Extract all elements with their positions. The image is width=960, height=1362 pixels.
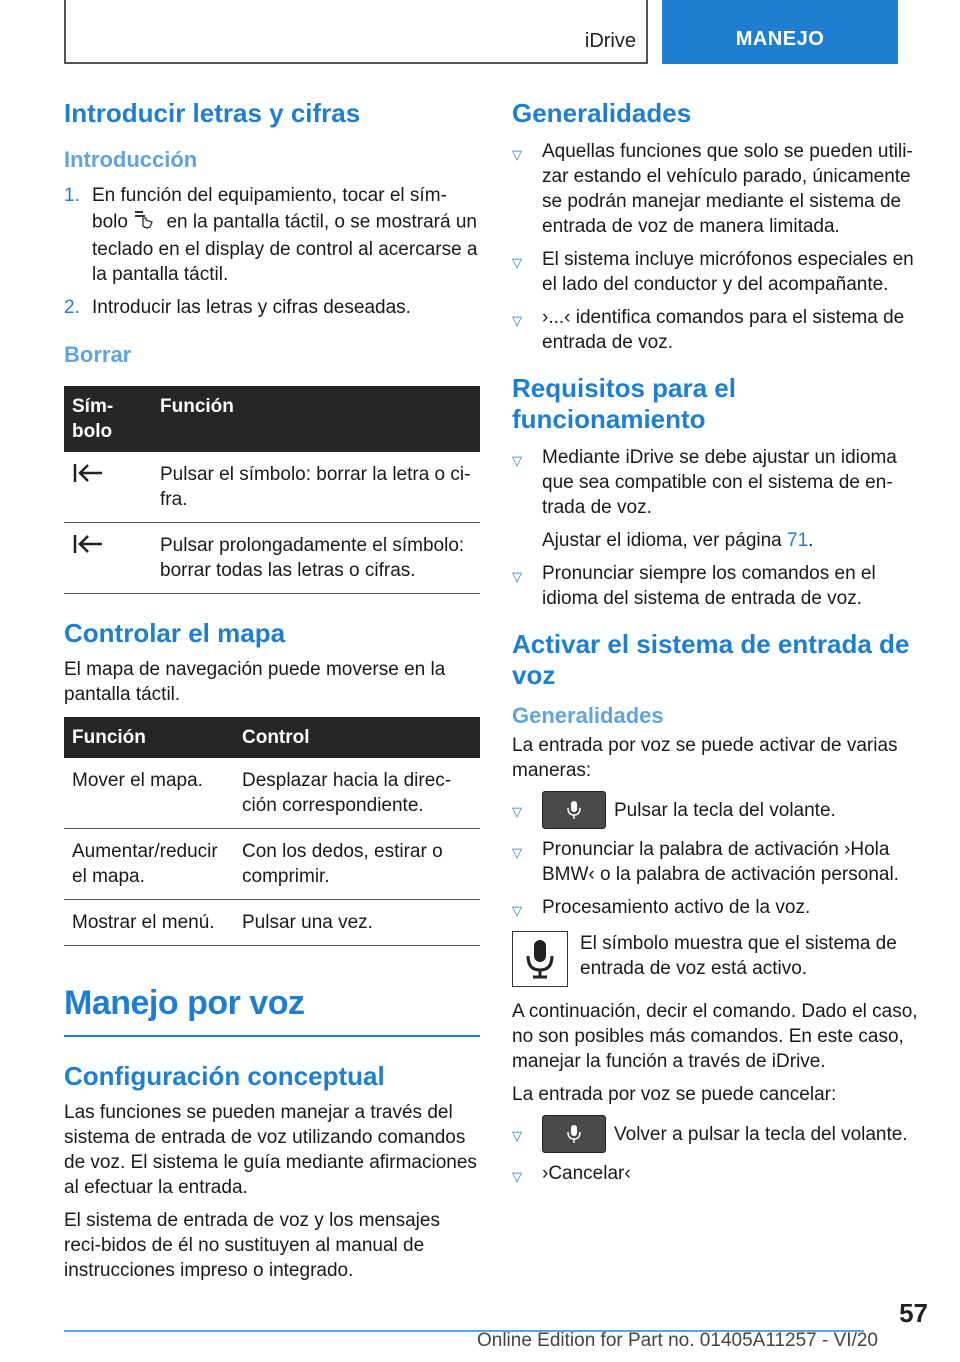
step-text-b: en la pantalla táctil, o se mostrará un teclado en el display de control al acercarse a la pantalla táctil.	[92, 211, 478, 285]
list-item	[512, 139, 922, 239]
heading-requisitos: Requisitos para el funcionamiento	[512, 373, 736, 434]
table-cell: Aumentar/reducir el mapa.	[64, 829, 234, 900]
triangle-bullet-icon: ▽	[512, 1128, 522, 1143]
step-text	[92, 183, 480, 287]
config-paragraph-2: El sistema de entrada de voz y los mensajes reci‐bidos de él no sustituyen al manual de instrucciones impreso o integrado.	[64, 1210, 440, 1281]
continuacion-paragraph: A continuación, decir el comando. Dado el caso, no son posibles más comandos. En este caso, manejar la función a través de iDrive.	[512, 1001, 918, 1072]
list-item-text: Aquellas funciones que solo se pueden utili‐zar estando el vehículo parado, únicamente se podrán manejar mediante el sistema de entrada de voz de manera limitada.	[542, 141, 913, 237]
heading-generalidades-2: Generalidades	[512, 703, 664, 728]
triangle-bullet-icon: ▽	[512, 903, 522, 918]
list-item	[512, 1161, 922, 1189]
mic-note-text: El símbolo muestra que el sistema de entrada de voz está activo.	[580, 933, 897, 979]
list-item	[512, 561, 922, 611]
triangle-bullet-icon: ▽	[512, 453, 522, 468]
list-item	[512, 837, 922, 887]
list-item	[64, 295, 480, 320]
triangle-bullet-icon: ▽	[512, 804, 522, 819]
list-item-text: Volver a pulsar la tecla del volante.	[614, 1123, 908, 1145]
steering-voice-key-icon	[542, 1115, 606, 1153]
table-row	[64, 452, 480, 523]
borrar-table	[64, 386, 480, 594]
heading-activar: Activar el sistema de entrada de voz	[512, 629, 910, 690]
list-item-text: ›Cancelar‹	[542, 1163, 631, 1184]
left-column	[64, 98, 480, 1291]
header-chapter-tab[interactable]: MANEJO	[662, 0, 898, 64]
table-cell: Pulsar prolongadamente el símbolo: borrar todas las letras o cifras.	[152, 523, 480, 594]
heading-generalidades: Generalidades	[512, 98, 692, 128]
step-text-a: En función del equipamiento, tocar el sím‐bolo	[92, 185, 447, 233]
table-header-control: Control	[234, 717, 480, 758]
table-cell: Desplazar hacia la direc‐ción correspondiente.	[234, 758, 480, 829]
heading-borrar: Borrar	[64, 342, 132, 367]
table-row	[64, 523, 480, 594]
language-crossref	[512, 528, 922, 553]
step-number: 2.	[64, 297, 80, 318]
cancelar-paragraph: La entrada por voz se puede cancelar:	[512, 1084, 837, 1105]
step-text: Introducir las letras y cifras deseadas.	[92, 297, 411, 318]
mapa-text: El mapa de navegación puede moverse en la pantalla táctil.	[64, 659, 446, 705]
page-link[interactable]: 71	[787, 530, 809, 551]
keyboard-hand-icon	[133, 208, 161, 237]
list-item	[512, 895, 922, 923]
microphone-active-icon	[512, 931, 568, 987]
table-row	[64, 900, 480, 946]
table-row	[64, 829, 480, 900]
triangle-bullet-icon: ▽	[512, 147, 522, 162]
list-item-text: Pronunciar siempre los comandos en el idioma del sistema de entrada de voz.	[542, 563, 876, 609]
triangle-bullet-icon: ▽	[512, 1169, 522, 1184]
list-item	[512, 445, 922, 520]
config-paragraph-1: Las funciones se pueden manejar a través del sistema de entrada de voz utilizando comandos de voz. El sistema le guía mediante afirmaciones al efectuar la entrada.	[64, 1102, 477, 1198]
list-item	[64, 183, 480, 287]
mapa-table	[64, 717, 480, 946]
table-header-funcion: Función	[64, 717, 234, 758]
right-column	[512, 98, 922, 1197]
list-item-text: ›...‹ identifica comandos para el sistema de entrada de voz.	[542, 307, 905, 353]
list-item-text: Pulsar la tecla del volante.	[614, 799, 836, 821]
table-cell: Mover el mapa.	[64, 758, 234, 829]
list-item-text: Mediante iDrive se debe ajustar un idioma que sea compatible con el sistema de en‐trada de voz.	[542, 447, 897, 518]
list-item-text: El sistema incluye micrófonos especiales en el lado del conductor y del acompañante.	[542, 249, 914, 295]
table-header-funcion: Función	[152, 386, 480, 452]
page-number: 57	[899, 1298, 928, 1328]
crossref-text: Ajustar el idioma, ver página	[542, 530, 782, 551]
list-item	[512, 305, 922, 355]
backspace-icon	[72, 539, 106, 560]
heading-configuracion: Configuración conceptual	[64, 1061, 385, 1091]
triangle-bullet-icon: ▽	[512, 845, 522, 860]
backspace-icon	[72, 468, 106, 489]
header-frame	[64, 0, 648, 64]
list-item-text: Pronunciar la palabra de activación ›Hola BMW‹ o la palabra de activación personal.	[542, 839, 899, 885]
table-header-simbolo: Sím‐bolo	[64, 386, 152, 452]
heading-manejo-voz: Manejo por voz	[64, 984, 480, 1037]
triangle-bullet-icon: ▽	[512, 255, 522, 270]
list-item-text: Procesamiento activo de la voz.	[542, 897, 811, 918]
header-section-label: iDrive	[584, 30, 636, 52]
edition-footer: Online Edition for Part no. 01405A11257 - VI/20	[476, 1330, 878, 1351]
crossref-end: .	[808, 530, 814, 551]
table-row	[64, 758, 480, 829]
triangle-bullet-icon: ▽	[512, 569, 522, 584]
list-item	[512, 1115, 922, 1153]
list-item	[512, 247, 922, 297]
table-cell: Mostrar el menú.	[64, 900, 234, 946]
heading-introduccion: Introducción	[64, 147, 198, 172]
step-number: 1.	[64, 185, 80, 206]
steering-voice-key-icon	[542, 791, 606, 829]
table-cell: Pulsar el símbolo: borrar la letra o ci‐fra.	[152, 452, 480, 523]
table-cell: Pulsar una vez.	[234, 900, 480, 946]
table-cell: Con los dedos, estirar o comprimir.	[234, 829, 480, 900]
list-item	[512, 791, 922, 829]
activar-paragraph: La entrada por voz se puede activar de varias maneras:	[512, 735, 898, 781]
heading-letras: Introducir letras y cifras	[64, 98, 361, 128]
heading-mapa: Controlar el mapa	[64, 618, 286, 648]
mic-note	[512, 931, 922, 987]
triangle-bullet-icon: ▽	[512, 313, 522, 328]
